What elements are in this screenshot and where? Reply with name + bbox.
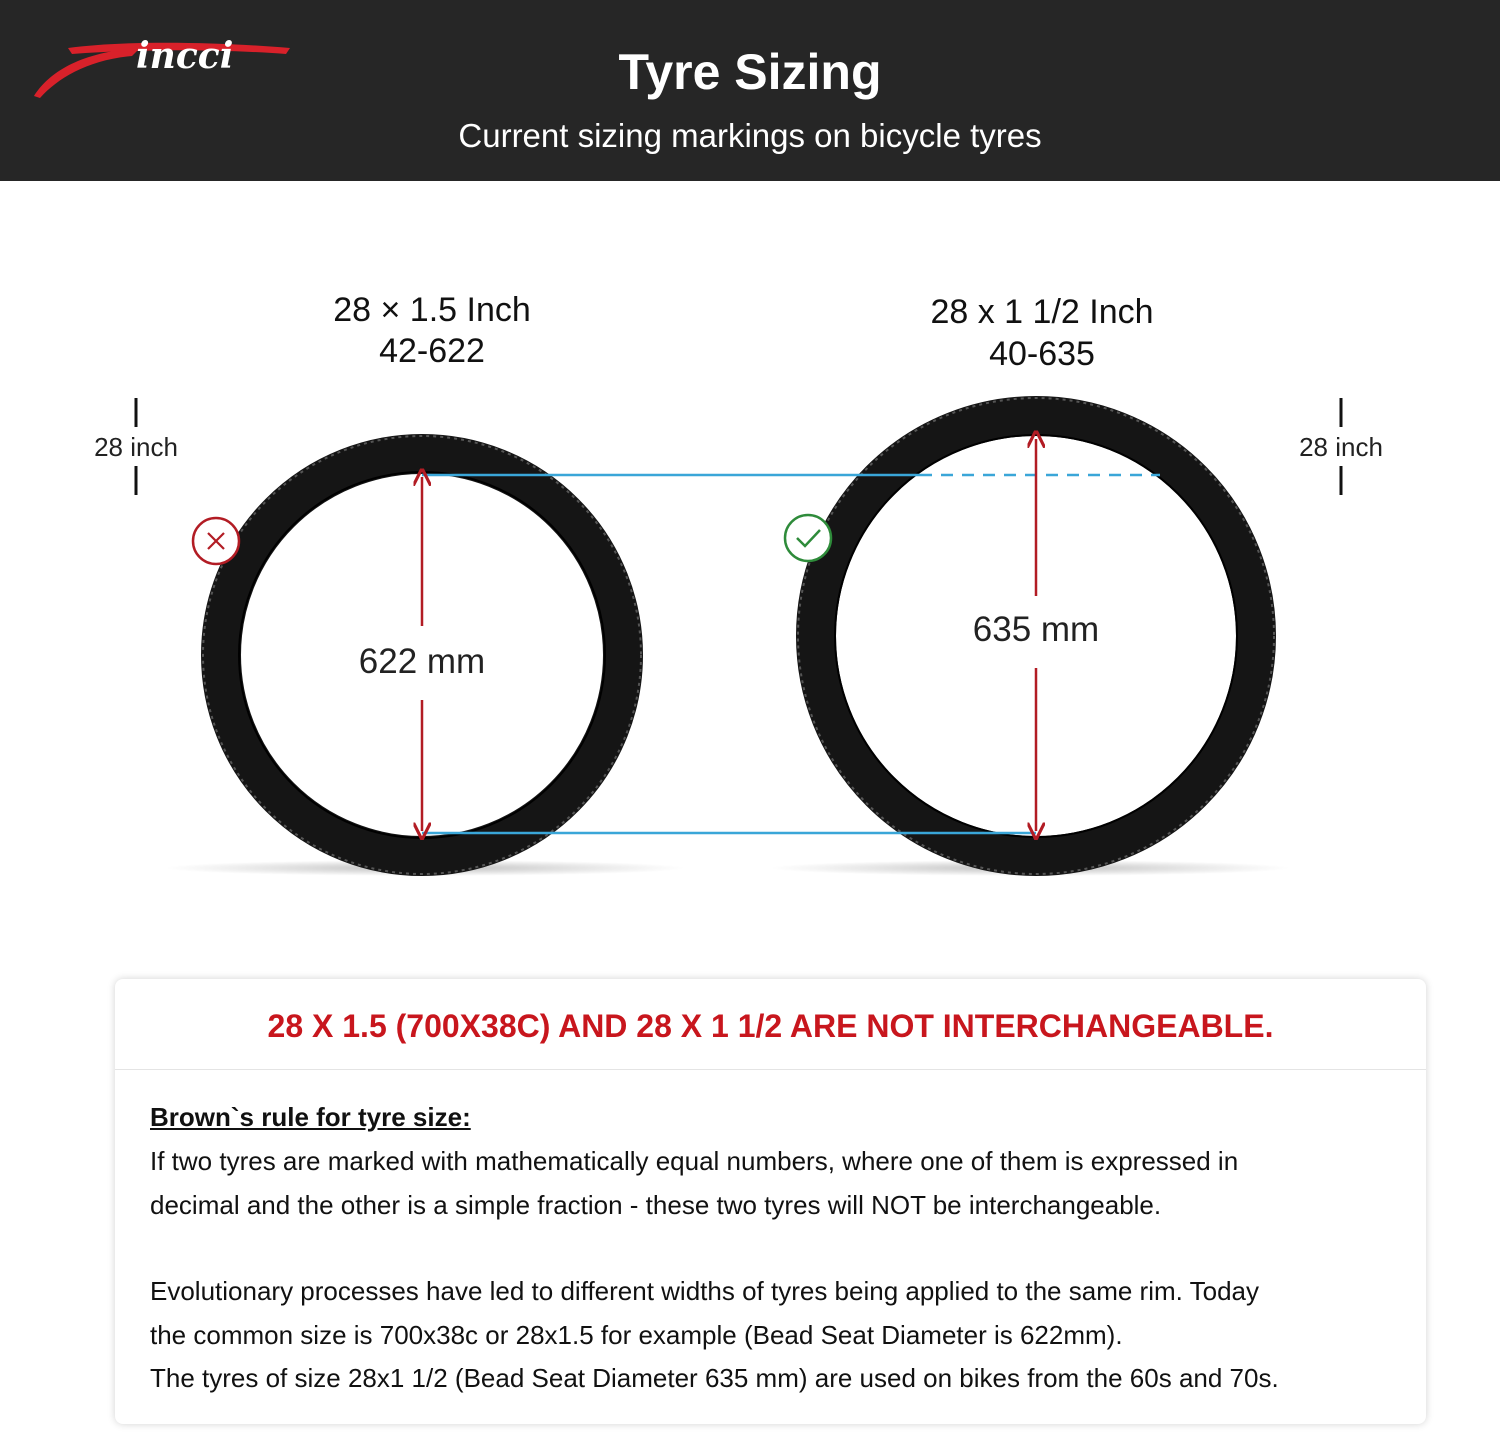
header-banner: [0, 0, 1500, 181]
evolution-line: Evolutionary processes have led to different widths of tyres being applied to the same rim. Today: [150, 1276, 1259, 1306]
rule-title: Brown`s rule for tyre size:: [150, 1102, 471, 1132]
rule-line: decimal and the other is a simple fraction - these two tyres will NOT be interchangeable.: [150, 1189, 1162, 1220]
right-tyre-etrto-label: 40-635: [989, 335, 1095, 373]
right-side-inch-label: 28 inch: [1299, 432, 1383, 462]
tyre-diagram-graphic: [0, 181, 1500, 961]
cross-icon: [193, 518, 239, 564]
tyre-diagram: [0, 181, 1500, 961]
card-divider: [115, 1069, 1426, 1070]
info-card: [115, 979, 1426, 1424]
svg-text:incci: incci: [136, 35, 234, 77]
evolution-line: the common size is 700x38c or 28x1.5 for example (Bead Seat Diameter is 622mm).: [150, 1319, 1123, 1350]
page-subtitle: Current sizing markings on bicycle tyres: [458, 117, 1042, 154]
left-tyre-etrto-label: 42-622: [379, 332, 485, 370]
interchangeability-warning: 28 X 1.5 (700X38C) AND 28 X 1 1/2 ARE NOT INTERCHANGEABLE.: [267, 1008, 1274, 1044]
right-diameter-label: 635 mm: [936, 610, 1136, 650]
rule-text: [150, 1140, 1410, 1227]
check-icon: [785, 515, 831, 561]
left-side-inch-label: 28 inch: [94, 432, 178, 462]
evolution-line: The tyres of size 28x1 1/2 (Bead Seat Diameter 635 mm) are used on bikes from the 60s and 70s.: [150, 1363, 1279, 1393]
page-title: Tyre Sizing: [618, 44, 882, 100]
right-tyre-size-label: 28 x 1 1/2 Inch: [930, 293, 1154, 331]
left-tyre-size-label: 28 × 1.5 Inch: [333, 291, 531, 329]
evolution-text: [150, 1270, 1410, 1401]
left-diameter-label: 622 mm: [322, 642, 522, 682]
rule-line: If two tyres are marked with mathematically equal numbers, where one of them is expressed in: [150, 1146, 1239, 1176]
